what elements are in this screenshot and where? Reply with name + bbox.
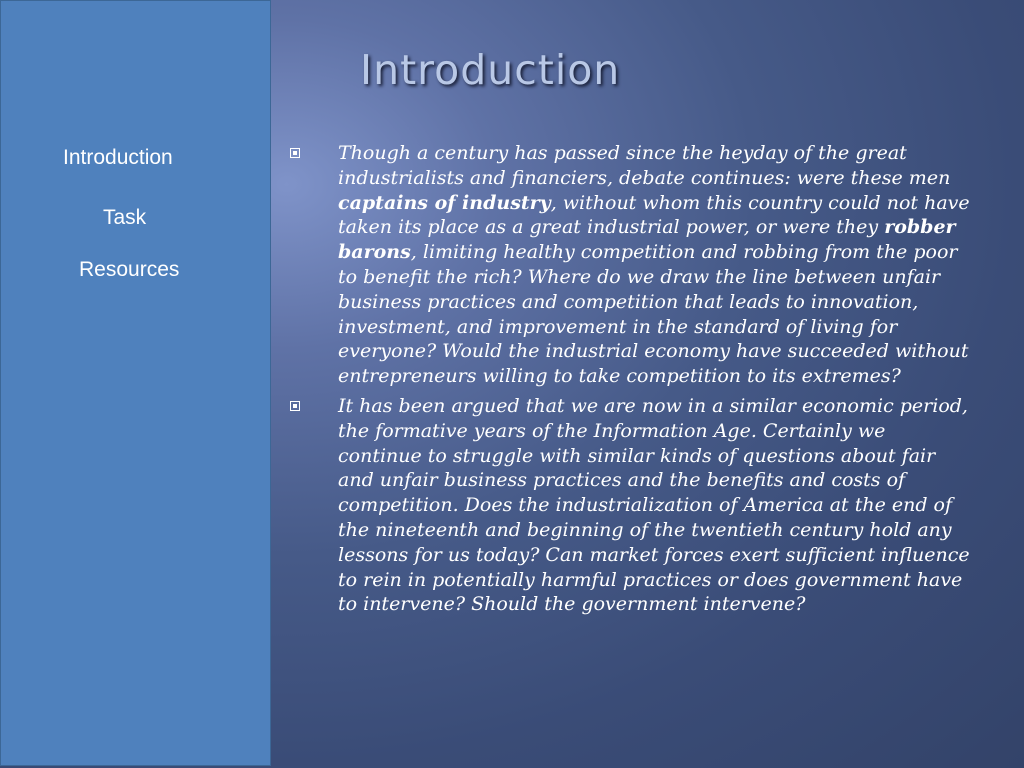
bullet-item: [290, 394, 970, 617]
slide-body: [290, 141, 970, 622]
nav-link-introduction[interactable]: Introduction: [63, 146, 173, 169]
term-captains-of-industry: captains of industry: [338, 191, 551, 214]
nav-link-task[interactable]: Task: [103, 206, 147, 229]
bullet-text: It has been argued that we are now in a similar economic period, the formative years of the Information Age. Certainly we continue to struggle with similar kinds of questions about fair and unfair business practices and the benefits and costs of competition. Does the industrialization of America at the end of the nineteenth and beginning of the twentieth century hold any lessons for us today? Can market forces exert sufficient influence to rein in potentially harmful practices or does government have to intervene? Should the government intervene?: [338, 394, 970, 616]
square-bullet-icon: [290, 401, 300, 411]
bullet-text: [338, 142, 970, 387]
bullet-item: [290, 141, 970, 389]
bullet-text-segment: , limiting healthy competition and robbing from the poor to benefit the rich? Where do we draw the line between unfair business practices and competition that leads to innovation, investment, and improvement in the standard of living for everyone? Would the industrial economy have succeeded without entrepreneurs willing to take competition to its extremes?: [338, 241, 969, 388]
term-robber-barons: robber barons: [338, 216, 956, 264]
slide-title: Introduction: [360, 46, 621, 94]
square-bullet-icon: [290, 148, 300, 158]
bullet-text-segment: , without whom this country could not have taken its place as a great industrial power, or were they: [338, 191, 970, 239]
sidebar-nav: [0, 0, 271, 766]
nav-link-resources[interactable]: Resources: [79, 258, 180, 281]
bullet-text-segment: Though a century has passed since the heyday of the great industrialists and financiers, debate continues: were these men: [338, 142, 951, 189]
